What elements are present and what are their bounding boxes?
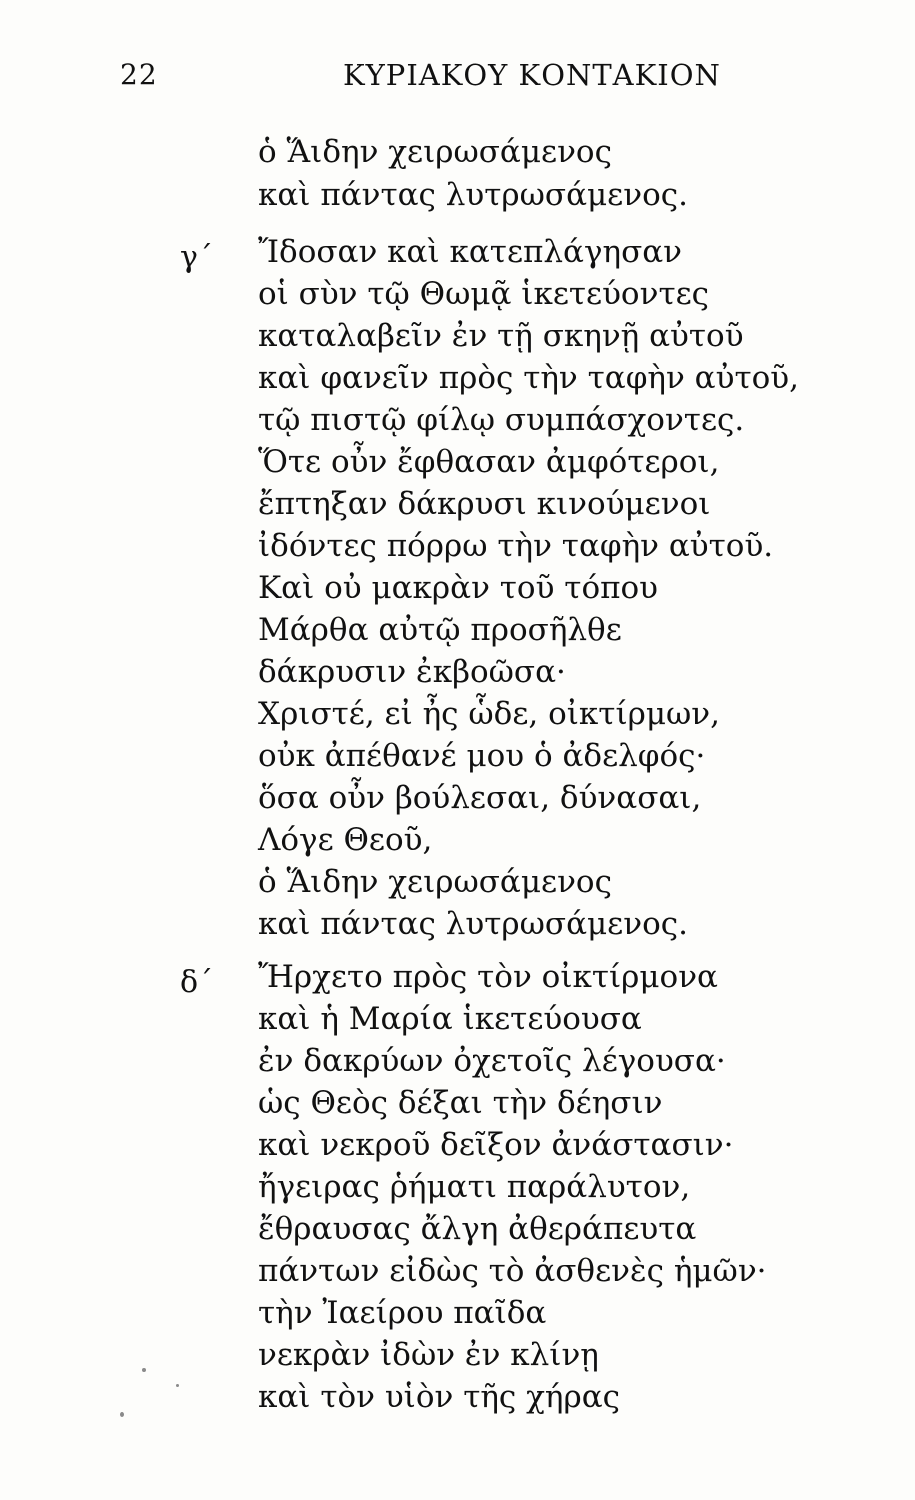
- verse-line: ἰδόντες πόρρω τὴν ταφὴν αὐτοῦ.: [258, 528, 774, 564]
- verse-line: ὁ Ἅιδην χειρωσάμενος: [258, 864, 612, 900]
- verse-line: καὶ νεκροῦ δεῖξον ἀνάστασιν·: [258, 1127, 734, 1163]
- verse-line: ἔπτηξαν δάκρυσι κινούμενοι: [258, 486, 711, 522]
- verse-line: Ἴδοσαν καὶ κατεπλάγησαν: [258, 234, 683, 270]
- verse-line: καὶ τὸν υἱὸν τῆς χήρας: [258, 1379, 621, 1415]
- verse-line: καὶ πάντας λυτρωσάμενος.: [258, 906, 688, 942]
- page-number: 22: [120, 58, 158, 91]
- refrain-line: ὁ Ἅιδην χειρωσάμενος: [258, 134, 612, 170]
- verse-line: ἐν δακρύων ὀχετοῖς λέγουσα·: [258, 1043, 726, 1079]
- verse-line: δάκρυσιν ἐκβοῶσα·: [258, 654, 566, 690]
- running-title: ΚΥΡΙΑΚΟΥ ΚΟΝΤΑΚΙΟΝ: [343, 58, 721, 92]
- stanza-label-delta: δ΄: [180, 965, 214, 1000]
- verse-line: Λόγε Θεοῦ,: [258, 822, 433, 858]
- verse-line: οὐκ ἀπέθανέ μου ὁ ἀδελφός·: [258, 738, 706, 774]
- refrain-line: καὶ πάντας λυτρωσάμενος.: [258, 177, 688, 213]
- verse-line: καὶ ἡ Μαρία ἱκετεύουσα: [258, 1001, 642, 1037]
- verse-line: Ὅτε οὖν ἔφθασαν ἀμφότεροι,: [258, 444, 720, 480]
- verse-line: ὡς Θεὸς δέξαι τὴν δέησιν: [258, 1085, 663, 1121]
- verse-line: ὅσα οὖν βούλεσαι, δύνασαι,: [258, 780, 702, 816]
- verse-line: Καὶ οὐ μακρὰν τοῦ τόπου: [258, 570, 658, 606]
- ink-speck: [142, 1368, 146, 1372]
- ink-speck: [120, 1412, 124, 1417]
- verse-line: Μάρθα αὐτῷ προσῆλθε: [258, 612, 622, 648]
- verse-line: πάντων εἰδὼς τὸ ἀσθενὲς ἡμῶν·: [258, 1253, 767, 1289]
- verse-line: ἔθραυσας ἄλγη ἀθεράπευτα: [258, 1211, 697, 1247]
- verse-line: οἱ σὺν τῷ Θωμᾷ ἱκετεύοντες: [258, 276, 710, 312]
- verse-line: τῷ πιστῷ φίλῳ συμπάσχοντες.: [258, 402, 745, 438]
- verse-line: Ἤρχετο πρὸς τὸν οἰκτίρμονα: [258, 959, 718, 995]
- verse-line: τὴν Ἰαείρου παῖδα: [258, 1295, 547, 1331]
- verse-line: νεκρὰν ἰδὼν ἐν κλίνῃ: [258, 1337, 599, 1373]
- ink-speck: [176, 1384, 179, 1387]
- verse-line: καταλαβεῖν ἐν τῇ σκηνῇ αὐτοῦ: [258, 318, 744, 354]
- verse-line: καὶ φανεῖν πρὸς τὴν ταφὴν αὐτοῦ,: [258, 360, 799, 396]
- verse-line: ἤγειρας ῥήματι παράλυτον,: [258, 1169, 691, 1205]
- verse-line: Χριστέ, εἰ ἦς ὧδε, οἰκτίρμων,: [258, 696, 720, 732]
- stanza-label-gamma: γ΄: [180, 240, 213, 275]
